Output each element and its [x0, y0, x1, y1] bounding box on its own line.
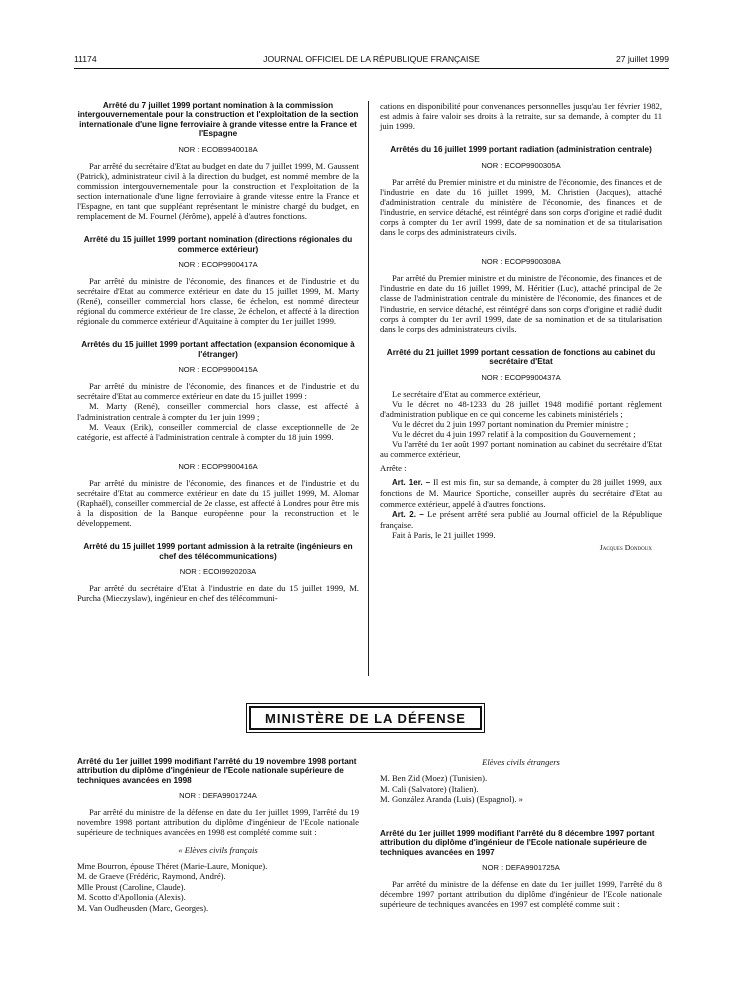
- decree-title: Arrêtés du 16 juillet 1999 portant radiation (administration centrale): [390, 145, 652, 155]
- decree-title: Arrêté du 21 juillet 1999 portant cessation de fonctions au cabinet du secrétaire d'Etat: [386, 347, 656, 367]
- list-item: M. Cali (Salvatore) (Italien).: [380, 783, 479, 794]
- names-list: [77, 861, 359, 914]
- article-label: Art. 2. –: [392, 509, 424, 519]
- list-subheading: « Elèves civils français: [178, 844, 258, 855]
- left-column: [77, 101, 359, 603]
- nor-reference: NOR : ECOP9900416A: [178, 461, 258, 471]
- names-list: [380, 773, 662, 805]
- list-item: M. Van Oudheusden (Marc, Georges).: [77, 902, 209, 913]
- issue-date: 27 juillet 1999: [615, 54, 669, 64]
- article-text: Il est mis fin, sur sa demande, à compter du 28 juillet 1999, aux fonctions de M. Maurice Sportiche, conseiller auprès du secrétaire d'Etat au commerce extérieur, appelé à d'autres fonctions.: [380, 477, 662, 509]
- nor-reference: NOR : DEFA9901724A: [179, 791, 257, 801]
- decree-text: Par arrêté du Premier ministre et du ministre de l'économie, des finances et de l'industrie en date du 16 juillet 1999, M. Christien (Jacques), attaché d'administration centrale du ministère de l'économie, des finances et de l'industrie, en service détaché, est réintégré dans son corps d'origine et radié dudit corps à compter du 1er avril 1999, date de sa nomination et de sa titularisation dans le corps des administrateurs civils.: [380, 176, 662, 238]
- ministry-banner-wrap: [0, 706, 731, 730]
- decree-text: Vu l'arrêté du 1er août 1997 portant nomination au cabinet du secrétaire d'Etat au commerce extérieur,: [380, 439, 662, 460]
- nor-reference: NOR : ECOP9900417A: [178, 260, 258, 269]
- arrete-label: Arrête :: [380, 463, 407, 474]
- decree-text: Par arrêté du ministre de la défense en date du 1er juillet 1999, l'arrêté du 19 novembre 1998 portant attribution du diplôme d'ingénieur de l'Ecole nationale supérieure de techniques avancées en 1998 est complété comme suit :: [77, 807, 359, 838]
- page-header: [74, 52, 669, 69]
- nor-reference: NOR : ECOI9920203A: [179, 567, 257, 577]
- ministry-banner: MINISTÈRE DE LA DÉFENSE: [249, 706, 482, 730]
- list-item: M. González Aranda (Luis) (Espagnol). »: [380, 794, 523, 805]
- decree-text: Par arrêté du secrétaire d'Etat à l'industrie en date du 15 juillet 1999, M. Purcha (Mieczyslaw), ingénieur en chef des télécommuni-: [77, 583, 359, 604]
- decree-title: Arrêté du 1er juillet 1999 modifiant l'arrêté du 8 décembre 1997 portant attribution du diplôme d'ingénieur de l'Ecole nationale supérieure de techniques avancées en 1997: [380, 828, 655, 857]
- journal-title: JOURNAL OFFICIEL DE LA RÉPUBLIQUE FRANÇAISE: [263, 54, 480, 64]
- column-divider: [368, 101, 369, 676]
- decree-title: Arrêté du 15 juillet 1999 portant nomination (directions régionales du commerce extérieur): [83, 235, 353, 254]
- nor-reference: NOR : ECOP9900308A: [481, 257, 561, 267]
- nor-reference: NOR : ECOP9900305A: [481, 160, 561, 170]
- right-column: [380, 101, 662, 552]
- page-number: 11174: [74, 54, 97, 64]
- signature: Jacques Dondoux: [599, 542, 652, 552]
- nor-reference: NOR : ECOB9940018A: [178, 144, 258, 154]
- list-item: M. de Graeve (Frédéric, Raymond, André).: [77, 871, 226, 882]
- bottom-right-column: [380, 757, 662, 909]
- list-item: M. Scotto d'Apollonia (Alexis).: [77, 892, 186, 903]
- nor-reference: NOR : ECOP9900437A: [481, 372, 561, 382]
- decree-text: Par arrêté du ministre de l'économie, des finances et de l'industrie et du secrétaire d'Etat au commerce extérieur en date du 15 juillet 1999, M. Marty (René), conseiller commercial hors classe, 6e échelon, est nommé directeur régional du commerce extérieur de 1re classe, 2e échelon, et affecté à la direction régionale du commerce extérieur d'Aquitaine à compter du 1er juillet 1999.: [77, 276, 359, 327]
- nor-reference: NOR : ECOP9900415A: [178, 365, 258, 375]
- decree-text: Vu le décret du 2 juin 1997 portant nomination du Premier ministre ;: [392, 418, 629, 429]
- article-text: Le présent arrêté sera publié au Journal officiel de la République française.: [380, 508, 663, 530]
- bottom-left-column: [77, 757, 359, 913]
- decree-title: Arrêté du 7 juillet 1999 portant nomination à la commission intergouvernementale pour la construction et l'exploitation de la section internationale d'une ligne ferroviaire à grande vitesse entre la France et l'Espagne: [77, 101, 359, 139]
- decree-text: Par arrêté du ministre de l'économie, des finances et de l'industrie et du secrétaire d'Etat au commerce extérieur en date du 15 juillet 1999 :: [77, 381, 359, 402]
- article-2: [380, 509, 662, 530]
- decree-text: Par arrêté du ministre de la défense en date du 1er juillet 1999, l'arrêté du 8 décembre 1997 portant attribution du diplôme d'ingénieur de l'Ecole nationale supérieure de techniques avancées en 1997 est complété comme suit :: [380, 879, 662, 910]
- decree-title: Arrêté du 15 juillet 1999 portant admission à la retraite (ingénieurs en chef des télécommunications): [83, 542, 353, 561]
- decree-date: Fait à Paris, le 21 juillet 1999.: [392, 529, 496, 540]
- list-item: Mlle Proust (Caroline, Claude).: [77, 881, 186, 892]
- decree-text: Par arrêté du Premier ministre et du ministre de l'économie, des finances et de l'industrie en date du 16 juillet 1999, M. Héritier (Luc), attaché principal de 2e classe de l'administration centrale du ministère de l'économie, des finances et de l'industrie, en service détaché, est réintégré dans son corps d'origine et radié dudit corps à compter du 1er avril 1999, date de sa nomination et de sa titularisation dans le corps des administrateurs civils.: [380, 273, 662, 334]
- decree-text: Par arrêté du ministre de l'économie, des finances et de l'industrie et du secrétaire d'Etat au commerce extérieur en date du 15 juillet 1999, M. Alomar (Raphaël), conseiller commercial de 2e classe, est affecté à Londres pour être mis à la disposition de la Banque européenne pour la reconstruction et le développement.: [77, 477, 359, 529]
- decree-text: cations en disponibilité pour convenances personnelles jusqu'au 1er février 1982, est admis à faire valoir ses droits à la retraite, sur sa demande, à compter du 11 juin 1999.: [380, 101, 662, 132]
- decree-text: M. Marty (René), conseiller commercial hors classe, est affecté à l'administration centrale à compter du 1er juin 1999 ;: [77, 401, 359, 422]
- nor-reference: NOR : DEFA9901725A: [482, 863, 560, 872]
- article-1: [380, 477, 662, 508]
- decree-title: Arrêtés du 15 juillet 1999 portant affectation (expansion économique à l'étranger): [81, 340, 355, 359]
- decree-text: M. Veaux (Erik), conseiller commercial de classe exceptionnelle de 2e catégorie, est affecté à l'administration centrale à compter du 18 juin 1999.: [77, 421, 359, 442]
- decree-text: Vu le décret du 4 juin 1997 relatif à la composition du Gouvernement ;: [392, 429, 636, 439]
- decree-title: Arrêté du 1er juillet 1999 modifiant l'arrêté du 19 novembre 1998 portant attribution du diplôme d'ingénieur de l'Ecole nationale supérieure de techniques avancées en 1998: [77, 757, 357, 785]
- list-item: M. Ben Zid (Moez) (Tunisien).: [380, 773, 488, 783]
- article-label: Art. 1er. –: [392, 478, 431, 488]
- list-subheading: Elèves civils étrangers: [482, 757, 560, 767]
- decree-text: Par arrêté du secrétaire d'Etat au budget en date du 7 juillet 1999, M. Gaussent (Patrick), administrateur civil à la direction du budget, est nommé membre de la commission intergouvernementale pour la construction et l'exploitation de la section internationale d'une ligne ferroviaire à grande vitesse entre la France et l'Espagne, en tant que suppléant représentant le ministre chargé du budget, en remplacement de M. Fournel (Jérôme), appelé à d'autres fonctions.: [77, 160, 359, 222]
- decree-text: Le secrétaire d'Etat au commerce extérieur,: [392, 388, 541, 399]
- decree-text: Vu le décret no 48-1233 du 28 juillet 1948 modifié portant règlement d'administration publique en ce qui concerne les cabinets ministériels ;: [380, 398, 662, 419]
- list-item: Mme Bourron, épouse Théret (Marie-Laure, Monique).: [77, 860, 268, 871]
